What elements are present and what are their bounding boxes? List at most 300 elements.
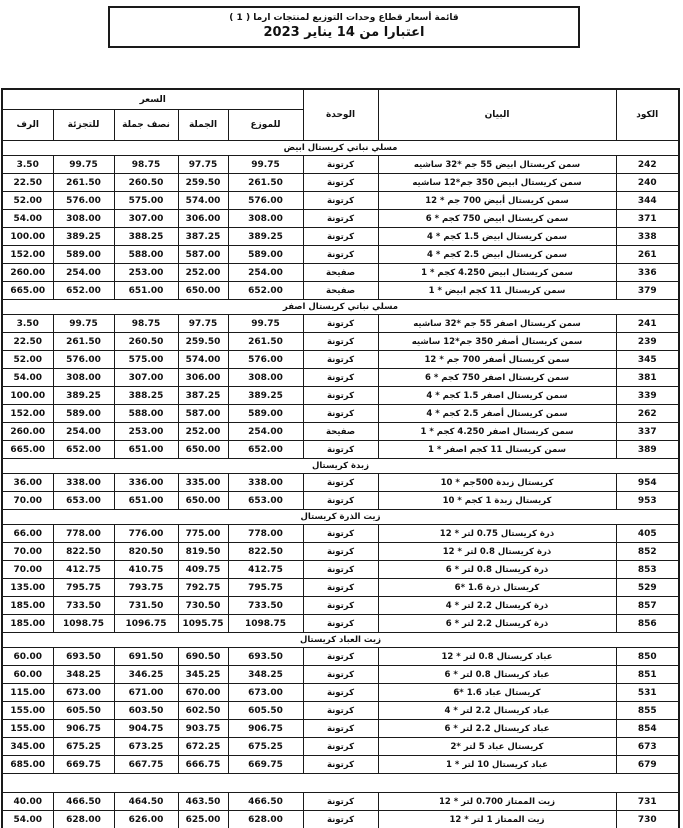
table-row — [2, 228, 679, 246]
price-distributor-cell: 822.50 — [228, 543, 303, 561]
table-row — [2, 492, 679, 510]
price-retail-cell: 99.75 — [53, 315, 114, 333]
unit-cell: كرتونة — [303, 666, 378, 684]
price-wholesale-cell: 587.00 — [178, 246, 228, 264]
unit-cell: كرتونة — [303, 738, 378, 756]
price-half-wholesale-cell: 575.00 — [114, 192, 178, 210]
code-cell: 953 — [616, 492, 679, 510]
table-row — [2, 543, 679, 561]
price-wholesale-cell: 792.75 — [178, 579, 228, 597]
description-cell: سمن كريستال ابيض 350 جم*12 ساشيه — [378, 174, 616, 192]
table-row — [2, 702, 679, 720]
description-cell: سمن كريستال ابيض 4.250 كجم * 1 — [378, 264, 616, 282]
table-row — [2, 666, 679, 684]
code-cell: 389 — [616, 441, 679, 459]
price-half-wholesale-cell: 776.00 — [114, 525, 178, 543]
price-distributor-cell: 605.50 — [228, 702, 303, 720]
price-half-wholesale-cell: 336.00 — [114, 474, 178, 492]
price-half-wholesale-cell: 388.25 — [114, 228, 178, 246]
price-retail-cell: 254.00 — [53, 264, 114, 282]
code-cell: 857 — [616, 597, 679, 615]
description-cell: سمن كريستال أصفر 2.5 كجم * 4 — [378, 405, 616, 423]
price-distributor-cell: 348.25 — [228, 666, 303, 684]
effective-date: اعتبارا من 14 يناير 2023 — [263, 25, 425, 40]
price-shelf-cell: 70.00 — [2, 543, 53, 561]
section-title: مسلي نباتي كريستال ابيض — [2, 141, 679, 156]
price-half-wholesale-cell: 98.75 — [114, 156, 178, 174]
price-retail-cell: 673.00 — [53, 684, 114, 702]
price-distributor-cell: 652.00 — [228, 441, 303, 459]
code-cell: 851 — [616, 666, 679, 684]
code-cell: 338 — [616, 228, 679, 246]
code-cell: 371 — [616, 210, 679, 228]
unit-cell: كرتونة — [303, 597, 378, 615]
code-cell: 336 — [616, 264, 679, 282]
table-row — [2, 615, 679, 633]
price-distributor-cell: 261.50 — [228, 333, 303, 351]
unit-cell: كرتونة — [303, 543, 378, 561]
price-retail-cell: 1098.75 — [53, 615, 114, 633]
price-retail-cell: 652.00 — [53, 282, 114, 300]
price-half-wholesale-cell: 673.25 — [114, 738, 178, 756]
price-retail-cell: 576.00 — [53, 351, 114, 369]
description-cell: عباد كريستال 0.8 لتر * 6 — [378, 666, 616, 684]
description-cell: زيت الممتاز 1 لتر * 12 — [378, 811, 616, 828]
unit-cell: صفيحة — [303, 282, 378, 300]
price-half-wholesale-cell: 820.50 — [114, 543, 178, 561]
price-wholesale-cell: 1095.75 — [178, 615, 228, 633]
description-cell: سمن كريستال أبيض 700 جم * 12 — [378, 192, 616, 210]
code-cell: 855 — [616, 702, 679, 720]
code-cell: 344 — [616, 192, 679, 210]
price-half-wholesale-cell: 588.00 — [114, 405, 178, 423]
price-distributor-cell: 338.00 — [228, 474, 303, 492]
unit-cell: كرتونة — [303, 561, 378, 579]
price-distributor-cell: 628.00 — [228, 811, 303, 828]
section-header-row — [2, 459, 679, 474]
unit-cell: كرتونة — [303, 351, 378, 369]
code-cell: 673 — [616, 738, 679, 756]
price-half-wholesale-cell: 98.75 — [114, 315, 178, 333]
unit-cell: كرتونة — [303, 756, 378, 774]
description-cell: كريستال زبدة 1 كجم * 10 — [378, 492, 616, 510]
unit-cell: كرتونة — [303, 246, 378, 264]
price-table — [1, 88, 680, 828]
price-retail-cell: 628.00 — [53, 811, 114, 828]
table-row — [2, 174, 679, 192]
price-retail-cell: 653.00 — [53, 492, 114, 510]
description-cell: سمن كريستال اصفر 4.250 كجم * 1 — [378, 423, 616, 441]
col-header-retail: للتجزئة — [53, 110, 114, 141]
price-shelf-cell: 70.00 — [2, 561, 53, 579]
price-retail-cell: 389.25 — [53, 228, 114, 246]
price-wholesale-cell: 672.25 — [178, 738, 228, 756]
price-shelf-cell: 40.00 — [2, 793, 53, 811]
table-row — [2, 579, 679, 597]
price-wholesale-cell: 252.00 — [178, 423, 228, 441]
price-wholesale-cell: 650.00 — [178, 441, 228, 459]
unit-cell: كرتونة — [303, 702, 378, 720]
price-retail-cell: 778.00 — [53, 525, 114, 543]
price-half-wholesale-cell: 253.00 — [114, 423, 178, 441]
description-cell: عباد كريستال 0.8 لتر * 12 — [378, 648, 616, 666]
price-wholesale-cell: 259.50 — [178, 174, 228, 192]
col-header-price-group: السعر — [2, 89, 303, 110]
price-distributor-cell: 693.50 — [228, 648, 303, 666]
section-header-row — [2, 510, 679, 525]
description-cell: ذرة كريستال 2.2 لتر * 6 — [378, 615, 616, 633]
table-row — [2, 423, 679, 441]
spacer-cell — [2, 774, 679, 793]
price-wholesale-cell: 574.00 — [178, 192, 228, 210]
price-wholesale-cell: 650.00 — [178, 282, 228, 300]
code-cell: 531 — [616, 684, 679, 702]
table-row — [2, 793, 679, 811]
price-half-wholesale-cell: 904.75 — [114, 720, 178, 738]
price-distributor-cell: 589.00 — [228, 405, 303, 423]
price-wholesale-cell: 730.50 — [178, 597, 228, 615]
table-row — [2, 315, 679, 333]
unit-cell: كرتونة — [303, 720, 378, 738]
price-retail-cell: 605.50 — [53, 702, 114, 720]
price-half-wholesale-cell: 388.25 — [114, 387, 178, 405]
price-shelf-cell: 260.00 — [2, 264, 53, 282]
unit-cell: كرتونة — [303, 210, 378, 228]
description-cell: سمن كريستال ابيض 750 كجم * 6 — [378, 210, 616, 228]
price-half-wholesale-cell: 1096.75 — [114, 615, 178, 633]
price-distributor-cell: 778.00 — [228, 525, 303, 543]
price-retail-cell: 675.25 — [53, 738, 114, 756]
col-header-unit: الوحدة — [303, 89, 378, 141]
price-wholesale-cell: 775.00 — [178, 525, 228, 543]
table-row — [2, 684, 679, 702]
code-cell: 239 — [616, 333, 679, 351]
unit-cell: كرتونة — [303, 315, 378, 333]
code-cell: 853 — [616, 561, 679, 579]
description-cell: سمن كريستال 11 كجم اصفر * 1 — [378, 441, 616, 459]
description-cell: كريستال عباد 1.6 *6 — [378, 684, 616, 702]
price-shelf-cell: 185.00 — [2, 615, 53, 633]
price-retail-cell: 348.25 — [53, 666, 114, 684]
price-retail-cell: 412.75 — [53, 561, 114, 579]
table-row — [2, 333, 679, 351]
price-distributor-cell: 308.00 — [228, 369, 303, 387]
price-half-wholesale-cell: 651.00 — [114, 441, 178, 459]
table-row — [2, 648, 679, 666]
price-half-wholesale-cell: 346.25 — [114, 666, 178, 684]
price-shelf-cell: 60.00 — [2, 666, 53, 684]
price-wholesale-cell: 306.00 — [178, 210, 228, 228]
code-cell: 679 — [616, 756, 679, 774]
price-wholesale-cell: 463.50 — [178, 793, 228, 811]
description-cell: سمن كريستال 11 كجم ابيض * 1 — [378, 282, 616, 300]
table-row — [2, 474, 679, 492]
unit-cell: كرتونة — [303, 684, 378, 702]
unit-cell: صفيحة — [303, 264, 378, 282]
unit-cell: كرتونة — [303, 811, 378, 828]
unit-cell: كرتونة — [303, 492, 378, 510]
unit-cell: كرتونة — [303, 615, 378, 633]
table-row — [2, 405, 679, 423]
table-row — [2, 192, 679, 210]
price-wholesale-cell: 670.00 — [178, 684, 228, 702]
section-title: زيت الذرة كريستال — [2, 510, 679, 525]
price-distributor-cell: 589.00 — [228, 246, 303, 264]
price-distributor-cell: 673.00 — [228, 684, 303, 702]
price-shelf-cell: 22.50 — [2, 333, 53, 351]
price-retail-cell: 338.00 — [53, 474, 114, 492]
unit-cell: كرتونة — [303, 156, 378, 174]
price-shelf-cell: 54.00 — [2, 210, 53, 228]
description-cell: سمن كريستال اصفر 1.5 كجم * 4 — [378, 387, 616, 405]
col-header-description: البيان — [378, 89, 616, 141]
unit-cell: كرتونة — [303, 579, 378, 597]
code-cell: 854 — [616, 720, 679, 738]
price-shelf-cell: 60.00 — [2, 648, 53, 666]
unit-cell: كرتونة — [303, 192, 378, 210]
unit-cell: كرتونة — [303, 174, 378, 192]
description-cell: عباد كريستال 2.2 لتر * 4 — [378, 702, 616, 720]
price-half-wholesale-cell: 464.50 — [114, 793, 178, 811]
description-cell: ذرة كريستال 0.8 لتر * 6 — [378, 561, 616, 579]
unit-cell: صفيحة — [303, 423, 378, 441]
table-row — [2, 738, 679, 756]
unit-cell: كرتونة — [303, 405, 378, 423]
price-distributor-cell: 576.00 — [228, 351, 303, 369]
price-shelf-cell: 185.00 — [2, 597, 53, 615]
description-cell: سمن كريستال ابيض 1.5 كجم * 4 — [378, 228, 616, 246]
table-row — [2, 387, 679, 405]
price-shelf-cell: 66.00 — [2, 525, 53, 543]
code-cell: 339 — [616, 387, 679, 405]
price-distributor-cell: 99.75 — [228, 156, 303, 174]
price-wholesale-cell: 819.50 — [178, 543, 228, 561]
price-distributor-cell: 261.50 — [228, 174, 303, 192]
price-distributor-cell: 1098.75 — [228, 615, 303, 633]
description-cell: سمن كريستال أصفر 700 جم * 12 — [378, 351, 616, 369]
table-row — [2, 282, 679, 300]
price-half-wholesale-cell: 307.00 — [114, 369, 178, 387]
price-wholesale-cell: 306.00 — [178, 369, 228, 387]
price-retail-cell: 261.50 — [53, 333, 114, 351]
price-half-wholesale-cell: 691.50 — [114, 648, 178, 666]
description-cell: ذرة كريستال 2.2 لتر * 4 — [378, 597, 616, 615]
price-distributor-cell: 389.25 — [228, 228, 303, 246]
code-cell: 954 — [616, 474, 679, 492]
table-row — [2, 597, 679, 615]
col-header-half-wholesale: نصف جملة — [114, 110, 178, 141]
price-half-wholesale-cell: 651.00 — [114, 492, 178, 510]
price-retail-cell: 669.75 — [53, 756, 114, 774]
price-retail-cell: 576.00 — [53, 192, 114, 210]
price-wholesale-cell: 387.25 — [178, 228, 228, 246]
table-row — [2, 246, 679, 264]
price-wholesale-cell: 690.50 — [178, 648, 228, 666]
price-retail-cell: 261.50 — [53, 174, 114, 192]
price-shelf-cell: 665.00 — [2, 282, 53, 300]
price-wholesale-cell: 650.00 — [178, 492, 228, 510]
price-wholesale-cell: 602.50 — [178, 702, 228, 720]
price-distributor-cell: 906.75 — [228, 720, 303, 738]
price-shelf-cell: 52.00 — [2, 351, 53, 369]
code-cell: 241 — [616, 315, 679, 333]
unit-cell: كرتونة — [303, 228, 378, 246]
price-shelf-cell: 54.00 — [2, 369, 53, 387]
code-cell: 261 — [616, 246, 679, 264]
price-distributor-cell: 308.00 — [228, 210, 303, 228]
price-distributor-cell: 652.00 — [228, 282, 303, 300]
code-cell: 529 — [616, 579, 679, 597]
price-retail-cell: 693.50 — [53, 648, 114, 666]
description-cell: ذرة كريستال 0.8 لتر * 12 — [378, 543, 616, 561]
table-row — [2, 811, 679, 828]
price-retail-cell: 906.75 — [53, 720, 114, 738]
price-retail-cell: 254.00 — [53, 423, 114, 441]
table-row — [2, 525, 679, 543]
col-header-distributor: للموزع — [228, 110, 303, 141]
code-cell: 379 — [616, 282, 679, 300]
unit-cell: كرتونة — [303, 441, 378, 459]
price-distributor-cell: 653.00 — [228, 492, 303, 510]
price-retail-cell: 822.50 — [53, 543, 114, 561]
price-wholesale-cell: 387.25 — [178, 387, 228, 405]
price-retail-cell: 589.00 — [53, 246, 114, 264]
price-shelf-cell: 135.00 — [2, 579, 53, 597]
table-row — [2, 210, 679, 228]
price-wholesale-cell: 252.00 — [178, 264, 228, 282]
col-header-code: الكود — [616, 89, 679, 141]
table-row — [2, 369, 679, 387]
price-wholesale-cell: 97.75 — [178, 156, 228, 174]
price-half-wholesale-cell: 603.50 — [114, 702, 178, 720]
price-wholesale-cell: 259.50 — [178, 333, 228, 351]
price-wholesale-cell: 587.00 — [178, 405, 228, 423]
price-shelf-cell: 36.00 — [2, 474, 53, 492]
price-retail-cell: 99.75 — [53, 156, 114, 174]
section-title: مسلي نباتي كريستال اصفر — [2, 300, 679, 315]
price-retail-cell: 652.00 — [53, 441, 114, 459]
price-distributor-cell: 466.50 — [228, 793, 303, 811]
description-cell: ذرة كريستال 0.75 لتر * 12 — [378, 525, 616, 543]
price-shelf-cell: 260.00 — [2, 423, 53, 441]
unit-cell: كرتونة — [303, 333, 378, 351]
table-row — [2, 156, 679, 174]
price-half-wholesale-cell: 667.75 — [114, 756, 178, 774]
price-shelf-cell: 155.00 — [2, 720, 53, 738]
price-wholesale-cell: 903.75 — [178, 720, 228, 738]
document-title: قائمة أسعار قطاع وحدات التوزيع لمنتجات ارما ( 1 ) — [229, 13, 459, 23]
code-cell: 730 — [616, 811, 679, 828]
price-half-wholesale-cell: 260.50 — [114, 333, 178, 351]
price-retail-cell: 308.00 — [53, 369, 114, 387]
spacer-row — [2, 774, 679, 793]
price-shelf-cell: 115.00 — [2, 684, 53, 702]
table-row — [2, 441, 679, 459]
price-wholesale-cell: 345.25 — [178, 666, 228, 684]
code-cell: 345 — [616, 351, 679, 369]
unit-cell: كرتونة — [303, 369, 378, 387]
price-half-wholesale-cell: 260.50 — [114, 174, 178, 192]
price-shelf-cell: 152.00 — [2, 405, 53, 423]
price-distributor-cell: 254.00 — [228, 423, 303, 441]
price-shelf-cell: 685.00 — [2, 756, 53, 774]
price-retail-cell: 389.25 — [53, 387, 114, 405]
price-shelf-cell: 100.00 — [2, 228, 53, 246]
description-cell: كريستال عباد 5 لتر *2 — [378, 738, 616, 756]
price-distributor-cell: 675.25 — [228, 738, 303, 756]
price-retail-cell: 795.75 — [53, 579, 114, 597]
price-shelf-cell: 665.00 — [2, 441, 53, 459]
section-title: زبدة كريستال — [2, 459, 679, 474]
table-row — [2, 264, 679, 282]
code-cell: 337 — [616, 423, 679, 441]
price-half-wholesale-cell: 731.50 — [114, 597, 178, 615]
section-header-row — [2, 141, 679, 156]
document-title-box — [108, 6, 580, 48]
price-half-wholesale-cell: 793.75 — [114, 579, 178, 597]
code-cell: 242 — [616, 156, 679, 174]
price-distributor-cell: 733.50 — [228, 597, 303, 615]
price-shelf-cell: 345.00 — [2, 738, 53, 756]
price-half-wholesale-cell: 626.00 — [114, 811, 178, 828]
price-distributor-cell: 389.25 — [228, 387, 303, 405]
price-retail-cell: 308.00 — [53, 210, 114, 228]
price-shelf-cell: 155.00 — [2, 702, 53, 720]
price-distributor-cell: 254.00 — [228, 264, 303, 282]
price-distributor-cell: 795.75 — [228, 579, 303, 597]
description-cell: سمن كريستال أصفر 350 جم*12 ساشيه — [378, 333, 616, 351]
description-cell: كريستال ذرة 1.6 *6 — [378, 579, 616, 597]
price-wholesale-cell: 335.00 — [178, 474, 228, 492]
unit-cell: كرتونة — [303, 793, 378, 811]
price-shelf-cell: 3.50 — [2, 315, 53, 333]
description-cell: سمن كريستال اصفر 750 كجم * 6 — [378, 369, 616, 387]
section-title: زيت العباد كريستال — [2, 633, 679, 648]
price-wholesale-cell: 97.75 — [178, 315, 228, 333]
price-half-wholesale-cell: 671.00 — [114, 684, 178, 702]
table-row — [2, 756, 679, 774]
unit-cell: كرتونة — [303, 525, 378, 543]
price-half-wholesale-cell: 307.00 — [114, 210, 178, 228]
price-half-wholesale-cell: 575.00 — [114, 351, 178, 369]
price-half-wholesale-cell: 588.00 — [114, 246, 178, 264]
code-cell: 852 — [616, 543, 679, 561]
description-cell: سمن كريستال اصفر 55 جم *32 ساشيه — [378, 315, 616, 333]
price-shelf-cell: 22.50 — [2, 174, 53, 192]
price-wholesale-cell: 666.75 — [178, 756, 228, 774]
description-cell: زيت الممتاز 0.700 لتر * 12 — [378, 793, 616, 811]
table-row — [2, 561, 679, 579]
price-shelf-cell: 52.00 — [2, 192, 53, 210]
price-wholesale-cell: 574.00 — [178, 351, 228, 369]
unit-cell: كرتونة — [303, 474, 378, 492]
price-retail-cell: 589.00 — [53, 405, 114, 423]
code-cell: 381 — [616, 369, 679, 387]
price-shelf-cell: 100.00 — [2, 387, 53, 405]
code-cell: 240 — [616, 174, 679, 192]
description-cell: كريستال زبدة 500جم * 10 — [378, 474, 616, 492]
price-shelf-cell: 54.00 — [2, 811, 53, 828]
price-half-wholesale-cell: 253.00 — [114, 264, 178, 282]
price-distributor-cell: 669.75 — [228, 756, 303, 774]
price-retail-cell: 733.50 — [53, 597, 114, 615]
price-wholesale-cell: 409.75 — [178, 561, 228, 579]
description-cell: سمن كريستال ابيض 2.5 كجم * 4 — [378, 246, 616, 264]
price-wholesale-cell: 625.00 — [178, 811, 228, 828]
unit-cell: كرتونة — [303, 387, 378, 405]
description-cell: عباد كريستال 10 لتر * 1 — [378, 756, 616, 774]
price-distributor-cell: 99.75 — [228, 315, 303, 333]
